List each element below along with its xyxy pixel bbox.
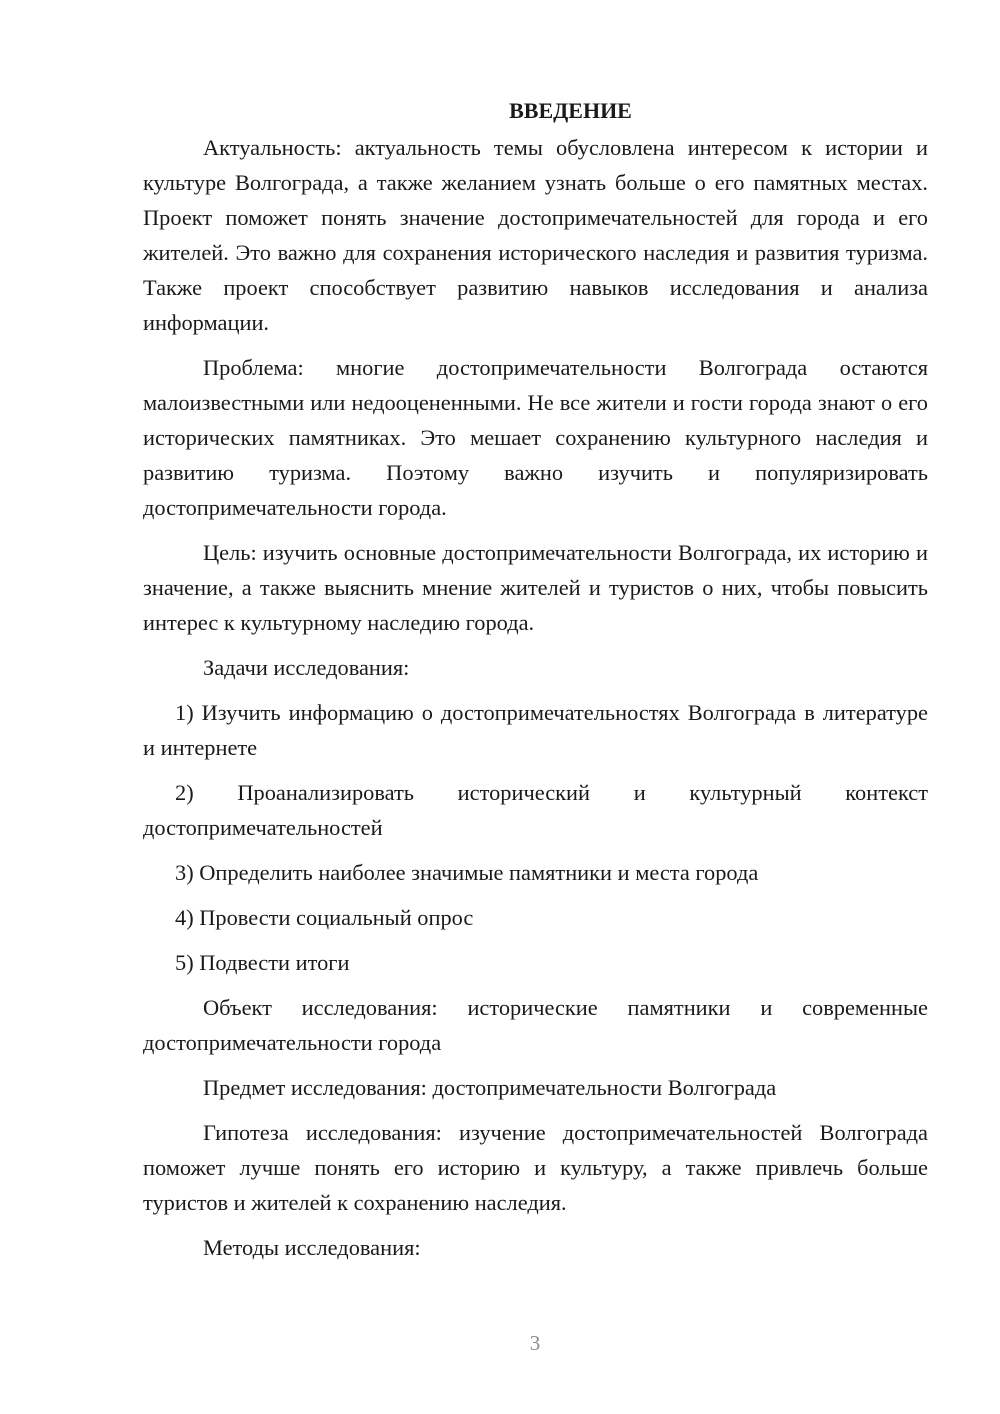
paragraph-subject: Предмет исследования: достопримечательности Волгограда xyxy=(203,1075,777,1100)
paragraph-hypothesis: Гипотеза исследования: изучение достопримечательностей Волгограда поможет лучше понять его историю и культуру, а также привлечь больше туристов и жителей к сохранению наследия. xyxy=(143,1120,928,1215)
paragraph-object: Объект исследования: исторические памятники и современные достопримечательности города xyxy=(143,995,928,1055)
task-item-5: 5) Подвести итоги xyxy=(175,950,350,975)
page-content xyxy=(143,96,928,1275)
paragraph-relevance: Актуальность: актуальность темы обусловлена интересом к истории и культуре Волгограда, а также желанием узнать больше о его памятных местах. Проект поможет понять значение достопримечательностей для города и его жителей. Это важно для сохранения исторического наследия и развития туризма. Также проект способствует развитию навыков исследования и анализа информации. xyxy=(143,135,928,335)
methods-heading: Методы исследования: xyxy=(203,1235,421,1260)
task-item-3: 3) Определить наиболее значимые памятники и места города xyxy=(175,860,759,885)
paragraph-goal: Цель: изучить основные достопримечательности Волгограда, их историю и значение, а также выяснить мнение жителей и туристов о них, чтобы повысить интерес к культурному наследию города. xyxy=(143,540,928,635)
task-item-1: 1) Изучить информацию о достопримечательностях Волгограда в литературе и интернете xyxy=(143,700,928,760)
section-title: ВВЕДЕНИЕ xyxy=(509,98,632,123)
task-item-2: 2) Проанализировать исторический и культурный контекст достопримечательностей xyxy=(143,780,928,840)
task-item-4: 4) Провести социальный опрос xyxy=(175,905,474,930)
page-number: 3 xyxy=(529,1331,541,1355)
tasks-heading: Задачи исследования: xyxy=(203,655,410,680)
paragraph-problem: Проблема: многие достопримечательности Волгограда остаются малоизвестными или недооцененными. Не все жители и гости города знают о его исторических памятниках. Это мешает сохранению культурного наследия и развитию туризма. Поэтому важно изучить и популяризировать достопримечательности города. xyxy=(143,355,928,520)
